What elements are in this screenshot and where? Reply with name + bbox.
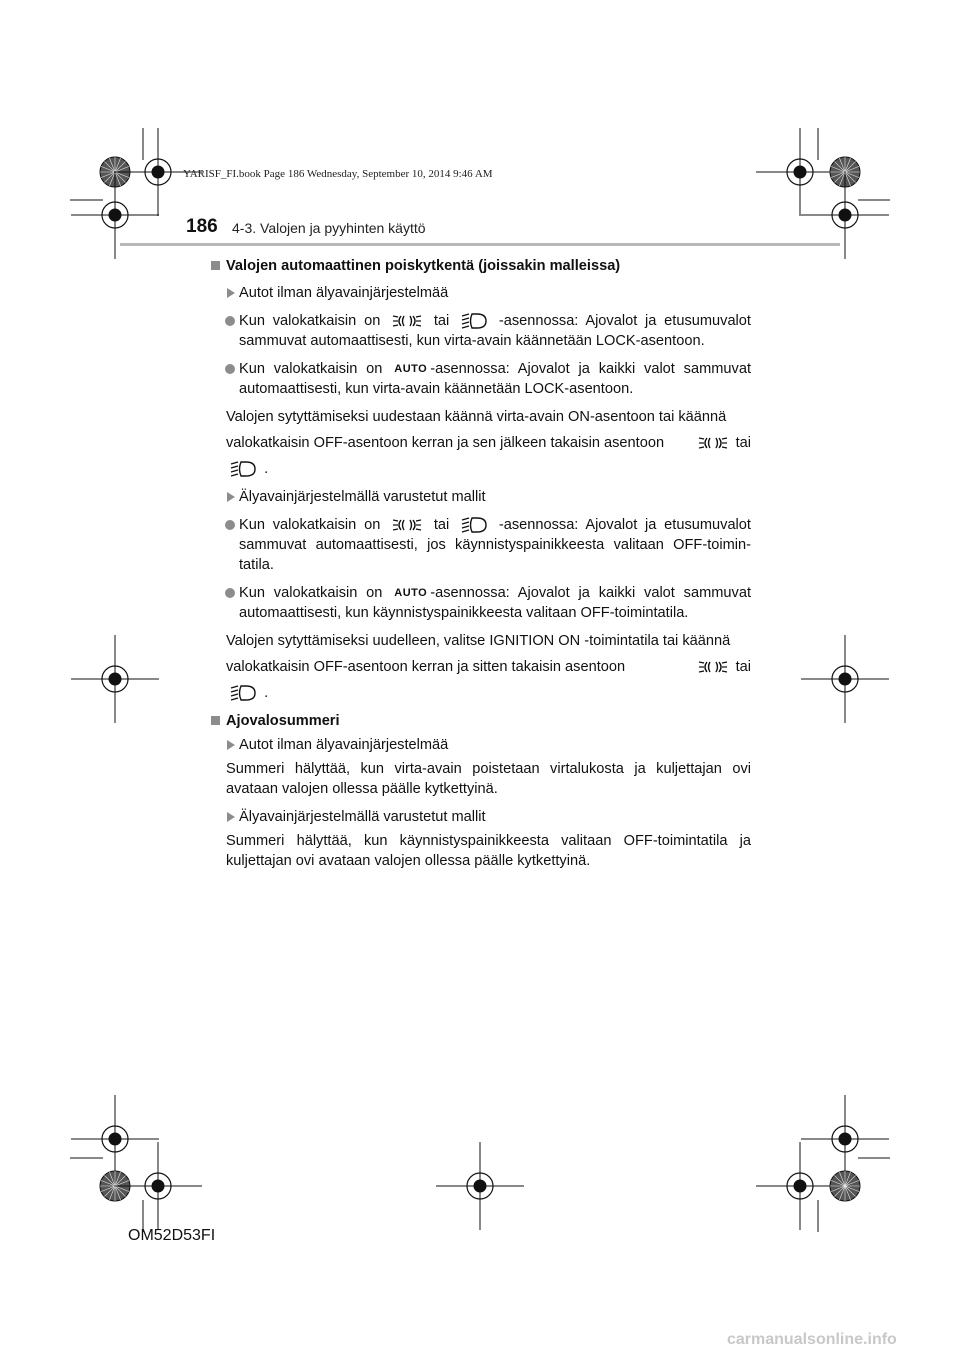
- square-marker-icon: [211, 261, 220, 270]
- bullet-icon: [225, 316, 235, 326]
- registration-mark-icon: [830, 1171, 860, 1201]
- triangle-marker-icon: [227, 812, 235, 822]
- headlight-icon: [461, 516, 487, 534]
- registration-mark-icon: [436, 1142, 524, 1230]
- registration-mark-icon: [801, 1095, 889, 1183]
- tail-light-icon: [392, 312, 422, 330]
- triangle-marker-icon: [227, 288, 235, 298]
- watermark: carmanualsonline.info: [727, 1331, 897, 1348]
- tail-light-icon: [392, 516, 422, 534]
- registration-mark-icon: [801, 635, 889, 723]
- page-number: 186: [186, 216, 218, 237]
- paragraph: Summeri hälyttää, kun käynnistyspainikkeesta valitaan OFF-toimintatila ja kuljettajan ovi avataan valojen ollessa päälle kytkettyinä.: [226, 833, 751, 869]
- registration-mark-icon: [71, 635, 159, 723]
- paragraph: Valojen sytyttämiseksi uudelleen, valitse IGNITION ON -toimintatila tai käännä valokatkaisin OFF-asentoon kerran ja sitten takaisin asentoon tai .: [226, 633, 751, 701]
- section-title: 4-3. Valojen ja pyyhinten käyttö: [232, 220, 426, 236]
- headlight-icon: [461, 312, 487, 330]
- paragraph: Valojen sytyttämiseksi uudestaan käännä virta-avain ON-asentoon tai käännä valokatkaisin OFF-asentoon kerran ja sen jälkeen takaisin asentoon tai .: [226, 409, 751, 477]
- triangle-marker-icon: [227, 740, 235, 750]
- subheading: Älyavainjärjestelmällä varustetut mallit: [211, 807, 751, 827]
- header-rule: [120, 243, 840, 246]
- headlight-icon: [230, 460, 256, 478]
- tail-light-icon: [698, 658, 728, 676]
- subheading: Älyavainjärjestelmällä varustetut mallit: [211, 487, 751, 507]
- bullet-icon: [225, 364, 235, 374]
- auto-mode-icon: AUTO: [394, 363, 428, 375]
- page-content: [211, 256, 751, 879]
- list-item: Kun valokatkaisin on AUTO -asennossa: Ajovalot ja kaikki valot sammuvat automaattisesti, kun virta-avain käännetään LOCK-asentoon.: [211, 359, 751, 399]
- headlight-icon: [230, 684, 256, 702]
- list-item: Kun valokatkaisin on tai -asennossa: Ajovalot ja etusumuvalot sammuvat automaattisesti, jos käynnistyspainikkeesta valitaan OFF-toimin-tatila.: [211, 515, 751, 575]
- subheading: Autot ilman älyavainjärjestelmää: [211, 735, 751, 755]
- registration-mark-icon: [71, 1095, 159, 1183]
- document-code: OM52D53FI: [128, 1227, 216, 1244]
- section-heading: Ajovalosummeri: [211, 711, 751, 731]
- section-heading: Valojen automaattinen poiskytkentä (joissakin malleissa): [211, 256, 751, 276]
- subheading: Autot ilman älyavainjärjestelmää: [211, 283, 751, 303]
- square-marker-icon: [211, 716, 220, 725]
- registration-mark-icon: [114, 1142, 202, 1230]
- book-meta: YARISF_FI.book Page 186 Wednesday, September 10, 2014 9:46 AM: [183, 168, 493, 180]
- list-item: Kun valokatkaisin on tai -asennossa: Ajovalot ja etusumuvalot sammuvat automaattisesti, kun virta-avain käännetään LOCK-asentoon.: [211, 311, 751, 351]
- bullet-icon: [225, 588, 235, 598]
- bullet-icon: [225, 520, 235, 530]
- paragraph: Summeri hälyttää, kun virta-avain poistetaan virtalukosta ja kuljettajan ovi avataan valojen ollessa päälle kytkettyinä.: [226, 761, 751, 797]
- list-item: Kun valokatkaisin on AUTO -asennossa: Ajovalot ja kaikki valot sammuvat automaattisesti, kun käynnistyspainikkeesta valitaan OFF-toimintatila.: [211, 583, 751, 623]
- tail-light-icon: [698, 434, 728, 452]
- auto-mode-icon: AUTO: [394, 587, 428, 599]
- triangle-marker-icon: [227, 492, 235, 502]
